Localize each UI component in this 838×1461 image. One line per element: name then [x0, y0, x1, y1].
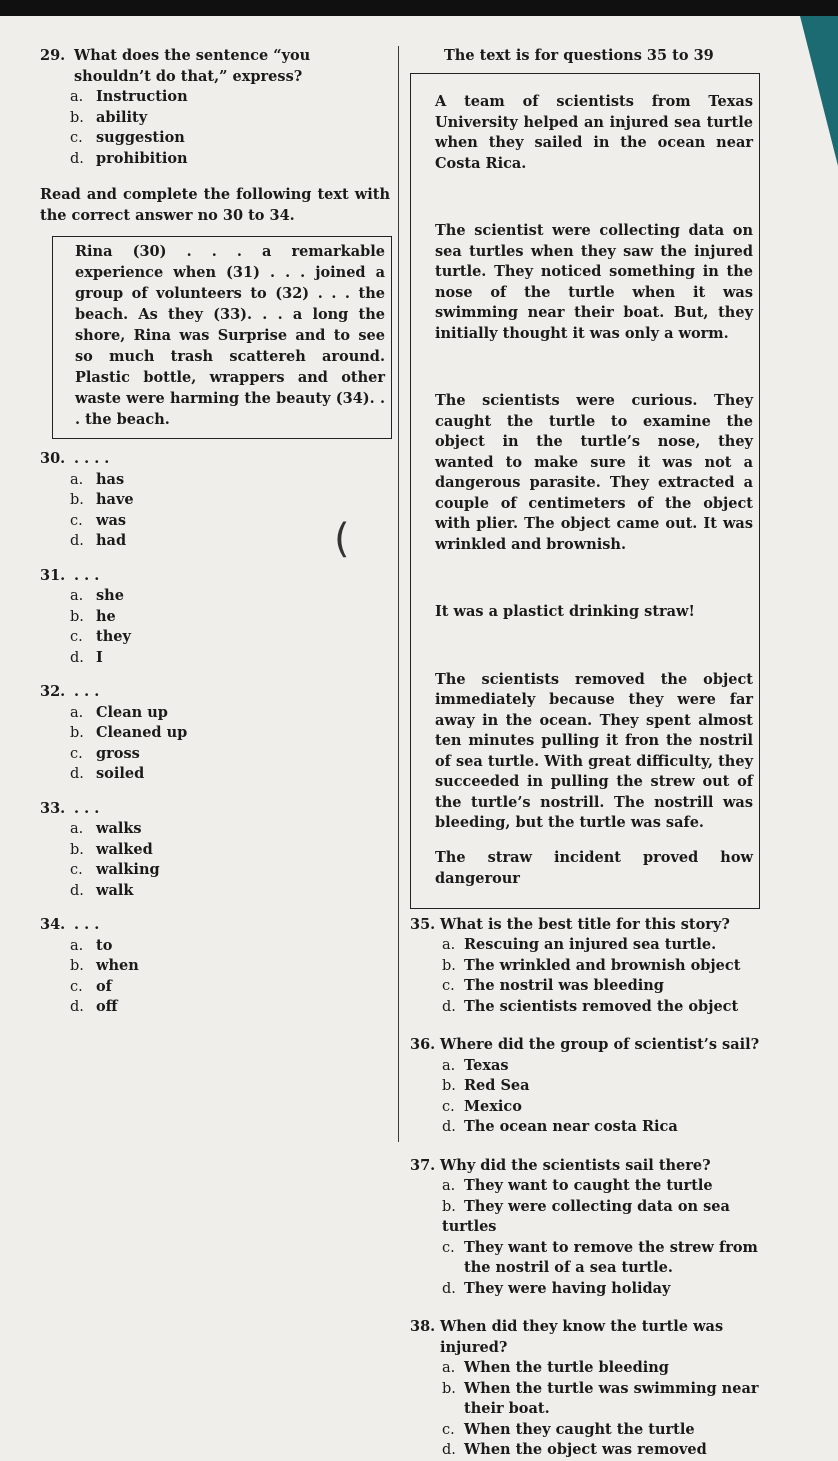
question-36 [410, 1035, 762, 1138]
option[interactable]: a. They want to caught the turtle [442, 1177, 713, 1194]
question-number: 29. [40, 47, 66, 64]
option[interactable]: d. walk [70, 881, 134, 899]
question-text: . . . . [74, 450, 110, 467]
question-35 [410, 915, 762, 1018]
passage-paragraph: It was a plastict drinking straw! [435, 603, 695, 620]
option[interactable]: c. walking [70, 861, 160, 878]
option[interactable]: d. The ocean near costa Rica [442, 1118, 678, 1135]
question-29 [40, 46, 390, 169]
question-text: . . . [74, 566, 100, 584]
option[interactable]: b. They were collecting data on sea turtles [442, 1197, 730, 1235]
instruction-text: Read and complete the following text with the correct answer no 30 to 34. [40, 186, 390, 224]
right-column [410, 46, 762, 1461]
option[interactable]: a. Instruction [70, 88, 188, 105]
option[interactable]: c. they [70, 628, 131, 645]
question-text: Where did the group of scientist’s sail? [440, 1036, 760, 1053]
question-37 [410, 1156, 762, 1300]
option[interactable]: a. to [70, 936, 113, 954]
option[interactable]: a. she [70, 587, 124, 604]
option[interactable]: a. When the turtle bleeding [442, 1359, 669, 1376]
option[interactable]: b. ability [70, 108, 148, 126]
option[interactable]: b. walked [70, 840, 153, 858]
pen-mark: ( [334, 516, 350, 562]
question-number: 32. [40, 683, 66, 700]
option[interactable]: d. prohibition [70, 149, 188, 167]
option[interactable]: a. Texas [442, 1056, 509, 1074]
passage-paragraph: The scientist were collecting data on sea turtles when they saw the injured turtle. They noticed something in the nose of the turtle when it was swimming near their boat. But, they initially thought it was only a worm. [435, 222, 753, 342]
option[interactable]: b. Cleaned up [70, 724, 188, 741]
option[interactable]: d. When the object was removed [442, 1441, 707, 1458]
option[interactable]: c. The nostril was bleeding [442, 977, 664, 994]
corner-decoration [800, 16, 838, 166]
cloze-passage-box: Rina (30) . . . a remarkable experience when (31) . . . joined a group of volunteers to (32) . . . the beach. As they (33). . . a long the shore, Rina was Surprise and to see so much trash scattereh around. Plastic bottle, wrappers and other waste were harming the beauty (34). . . the beach. [52, 236, 392, 439]
question-text: Why did the scientists sail there? [440, 1156, 711, 1174]
question-31 [40, 566, 390, 669]
question-text: . . . [74, 683, 100, 700]
option[interactable]: d. They were having holiday [442, 1279, 671, 1297]
question-number: 31. [40, 566, 66, 584]
option[interactable]: d. I [70, 648, 103, 666]
passage-paragraph: The scientists removed the object immediately because they were far away in the ocean. They spent almost ten minutes pulling it fron the nostril of sea turtle. With great difficulty, they succeeded in pulling the strew out of the turtle’s nostrill. The nostrill was bleeding, but the turtle was safe. [435, 670, 753, 831]
question-number: 35. [410, 915, 436, 933]
option[interactable]: a. Rescuing an injured sea turtle. [442, 936, 717, 953]
question-number: 36. [410, 1036, 436, 1053]
option[interactable]: b. The wrinkled and brownish object [442, 956, 741, 974]
option[interactable]: d. The scientists removed the object [442, 997, 739, 1015]
question-text: What does the sentence “you shouldn’t do that,” express? [74, 47, 311, 85]
question-34 [40, 915, 390, 1018]
question-number: 33. [40, 799, 66, 817]
option[interactable]: d. soiled [70, 765, 145, 782]
option[interactable]: c. When they caught the turtle [442, 1420, 695, 1438]
question-38 [410, 1317, 762, 1461]
column-divider [398, 46, 399, 1142]
question-32 [40, 682, 390, 785]
question-30 [40, 449, 390, 552]
reading-heading: The text is for questions 35 to 39 [444, 47, 714, 64]
question-number: 30. [40, 450, 66, 467]
passage-paragraph: The scientists were curious. They caught the turtle to examine the object in the turtle’s nose, they wanted to make sure it was not a dangerous parasite. They extracted a couple of centimeters of the object with plier. The object came out. It was wrinkled and brownish. [435, 392, 753, 553]
option[interactable]: b. he [70, 607, 116, 625]
question-text: What is the best title for this story? [440, 915, 730, 933]
question-number: 37. [410, 1156, 436, 1174]
question-33 [40, 799, 390, 902]
option[interactable]: a. walks [70, 820, 142, 837]
option[interactable]: a. has [70, 470, 125, 488]
option[interactable]: d. off [70, 998, 118, 1015]
option[interactable]: c. They want to remove the strew from the nostril of a sea turtle. [442, 1238, 758, 1276]
question-number: 38. [410, 1318, 436, 1335]
option[interactable]: c. was [70, 511, 127, 529]
option[interactable]: b. when [70, 957, 139, 974]
passage-paragraph: The straw incident proved how dangerour [435, 849, 753, 887]
question-text: . . . [74, 799, 100, 817]
option[interactable]: c. of [70, 977, 112, 995]
top-bar [0, 0, 838, 16]
question-text: . . . [74, 916, 100, 933]
option[interactable]: b. Red Sea [442, 1077, 530, 1094]
option[interactable]: c. gross [70, 744, 140, 762]
option[interactable]: c. suggestion [70, 129, 185, 146]
option[interactable]: c. Mexico [442, 1097, 522, 1115]
option[interactable]: b. have [70, 491, 134, 508]
option[interactable]: d. had [70, 532, 127, 549]
left-column [40, 46, 390, 1018]
option[interactable]: a. Clean up [70, 703, 168, 721]
question-text: When did they know the turtle was injured? [440, 1318, 724, 1356]
option[interactable]: b. When the turtle was swimming near their boat. [442, 1379, 759, 1417]
passage-paragraph: A team of scientists from Texas University helped an injured sea turtle when they sailed in the ocean near Costa Rica. [435, 93, 753, 172]
question-number: 34. [40, 916, 66, 933]
reading-passage-box [410, 73, 760, 909]
